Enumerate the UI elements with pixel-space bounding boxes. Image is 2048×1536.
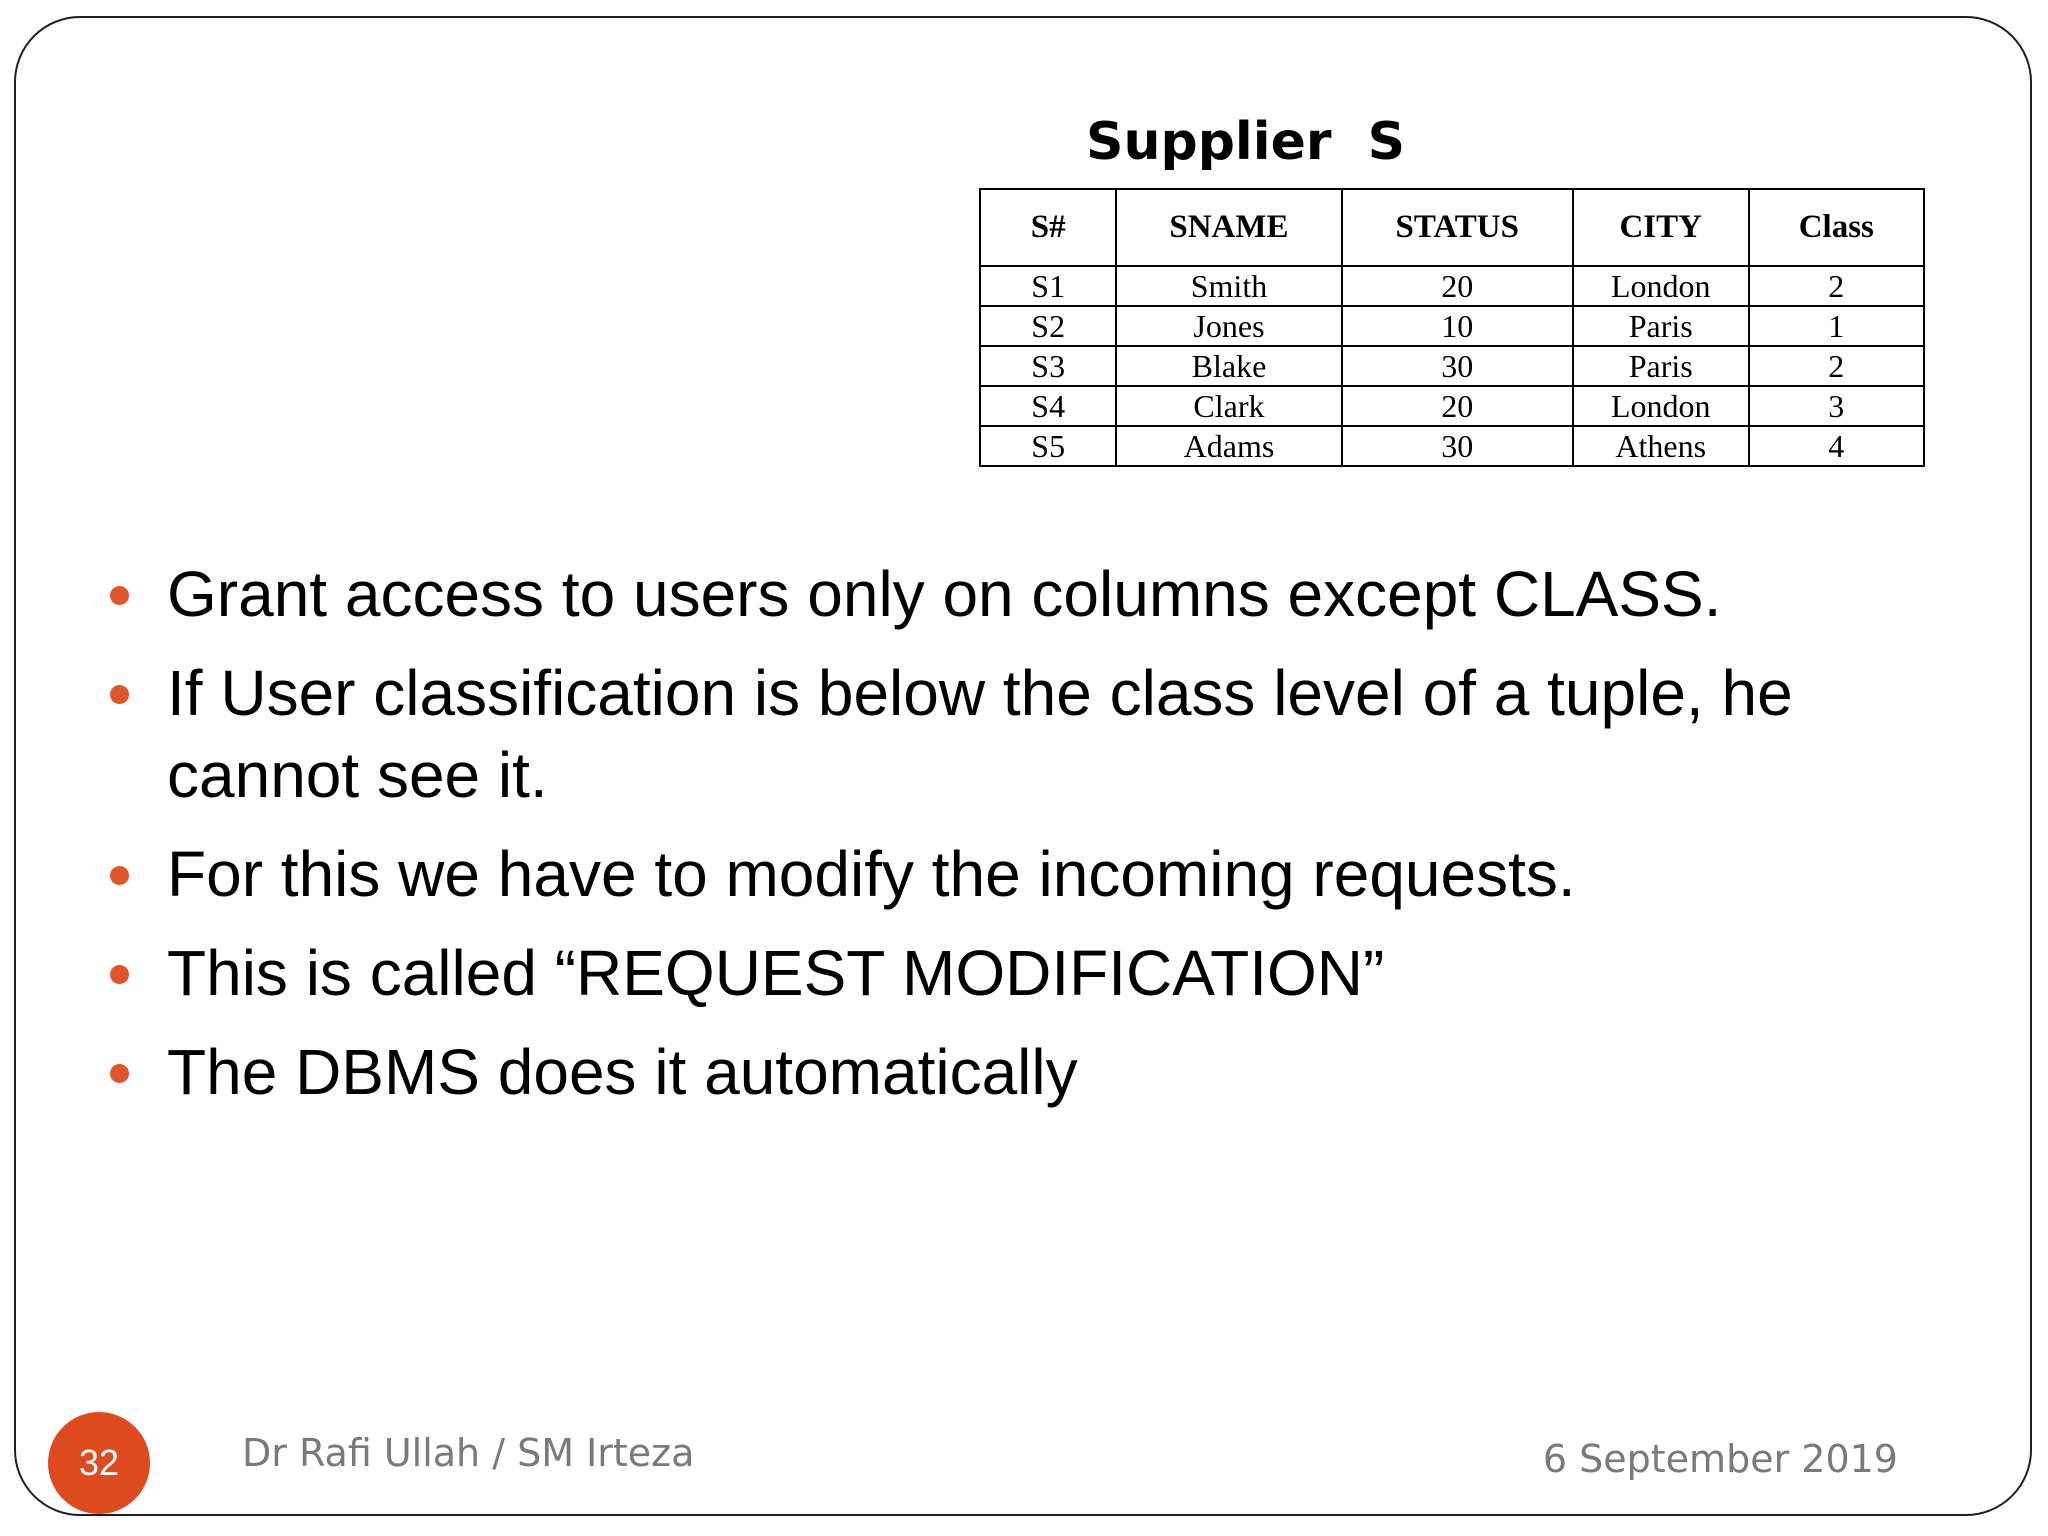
bullet-dot-icon [110, 965, 129, 984]
table-cell: London [1573, 386, 1749, 426]
bullet-item [106, 932, 1956, 1014]
bullet-dot-icon [110, 1064, 129, 1083]
column-header-sname: SNAME [1116, 189, 1341, 266]
bullet-text: This is called “REQUEST MODIFICATION” [167, 937, 1385, 1009]
table-title: Supplier S [1086, 112, 1406, 172]
table-cell: S2 [980, 306, 1116, 346]
table-cell: 30 [1342, 346, 1573, 386]
table-cell: Jones [1116, 306, 1341, 346]
table-cell: Paris [1573, 306, 1749, 346]
table-cell: Athens [1573, 426, 1749, 466]
table-row [980, 386, 1924, 426]
table-cell: Blake [1116, 346, 1341, 386]
column-header-class: Class [1749, 189, 1924, 266]
bullet-item [106, 1031, 1956, 1113]
table-cell: 2 [1749, 346, 1924, 386]
table-cell: S4 [980, 386, 1116, 426]
footer-author: Dr Rafi Ullah / SM Irteza [242, 1431, 695, 1475]
table-row [980, 346, 1924, 386]
table-cell: 30 [1342, 426, 1573, 466]
column-header-sno: S# [980, 189, 1116, 266]
table-header-row [980, 189, 1924, 266]
bullet-text: For this we have to modify the incoming requests. [167, 838, 1576, 910]
supplier-table [979, 188, 1925, 467]
table-cell: Clark [1116, 386, 1341, 426]
slide-frame [14, 16, 2032, 1516]
table-cell: Smith [1116, 266, 1341, 306]
table-row [980, 306, 1924, 346]
table-row [980, 426, 1924, 466]
bullet-dot-icon [110, 866, 129, 885]
bullet-text: Grant access to users only on columns except CLASS. [167, 558, 1722, 630]
table-cell: 4 [1749, 426, 1924, 466]
table-cell: London [1573, 266, 1749, 306]
slide-number-badge: 32 [48, 1412, 150, 1514]
table-cell: S3 [980, 346, 1116, 386]
table-cell: 20 [1342, 386, 1573, 426]
bullet-item [106, 553, 1956, 635]
table-cell: Adams [1116, 426, 1341, 466]
column-header-status: STATUS [1342, 189, 1573, 266]
bullet-item [106, 652, 1956, 816]
table-cell: 10 [1342, 306, 1573, 346]
column-header-city: CITY [1573, 189, 1749, 266]
footer-date: 6 September 2019 [1542, 1437, 1898, 1481]
table-cell: 1 [1749, 306, 1924, 346]
table-cell: 3 [1749, 386, 1924, 426]
bullet-dot-icon [110, 586, 129, 605]
table-cell: S1 [980, 266, 1116, 306]
bullet-item [106, 833, 1956, 915]
table-cell: Paris [1573, 346, 1749, 386]
bullet-text: If User classification is below the class level of a tuple, he cannot see it. [167, 657, 1793, 811]
bullet-list [106, 553, 1956, 1130]
table-cell: 20 [1342, 266, 1573, 306]
table-cell: 2 [1749, 266, 1924, 306]
table-row [980, 266, 1924, 306]
bullet-dot-icon [110, 685, 129, 704]
bullet-text: The DBMS does it automatically [167, 1036, 1078, 1108]
table-cell: S5 [980, 426, 1116, 466]
